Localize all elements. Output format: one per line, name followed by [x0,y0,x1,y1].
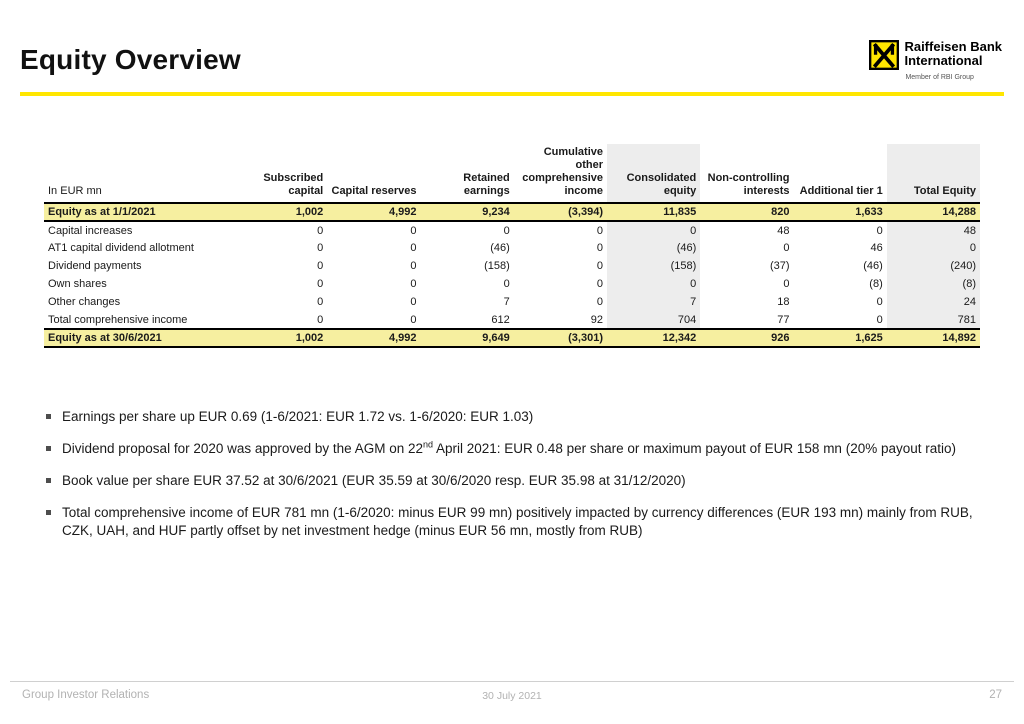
table-cell: 781 [887,311,980,329]
table-cell: 1,633 [794,203,887,221]
table-cell: (46) [607,239,700,257]
company-logo [869,40,1002,85]
footer-date: 30 July 2021 [482,690,542,702]
table-cell: 9,234 [421,203,514,221]
row-label: Total comprehensive income [48,313,188,326]
table-cell: 48 [887,221,980,239]
table-cell: (158) [607,257,700,275]
column-header: Cumulative other comprehensive income [522,146,603,197]
table-cell: 11,835 [607,203,700,221]
table-cell: (3,394) [514,203,607,221]
table-cell: 0 [887,239,980,257]
logo-tagline: Member of RBI Group [905,74,974,81]
column-header: Total Equity [887,144,980,203]
table-cell: (37) [769,260,790,272]
row-label: Equity as at 1/1/2021 [44,203,234,221]
table-cell: (8) [887,275,980,293]
table-cell: 0 [596,296,603,308]
table-cell: 0 [607,275,700,293]
table-row [44,257,980,275]
row-label: Capital increases [48,224,133,237]
table-cell: 0 [596,224,603,237]
table-cell: 48 [777,224,790,237]
table-cell: 0 [596,278,603,290]
table-cell: 0 [410,242,417,254]
table-cell: (8) [869,278,883,290]
bullet-square-icon [46,478,51,483]
bullet-text: Earnings per share up EUR 0.69 (1-6/2021: EUR 1.72 vs. 1-6/2020: EUR 1.03) [62,409,534,424]
row-label: Other changes [48,296,121,308]
bullet-square-icon [46,510,51,515]
column-header: Consolidated equity [607,144,700,203]
table-cell: 24 [887,293,980,311]
row-label: Own shares [48,278,107,290]
table-cell: 0 [317,296,324,308]
table-row [44,329,980,347]
equity-table-section [44,144,980,348]
table-cell: 0 [317,260,324,272]
table-cell: (46) [863,260,883,272]
table-cell: 4,992 [327,203,420,221]
column-header: Subscribed capital [263,172,324,197]
table-cell: 14,288 [887,203,980,221]
table-row [44,203,980,221]
table-cell: (46) [490,242,510,254]
table-cell: 1,002 [234,203,327,221]
bullet-item [44,504,976,540]
table-cell: 77 [777,313,790,326]
table-cell: 0 [317,313,324,326]
table-cell: 7 [607,293,700,311]
table-cell: 0 [410,278,417,290]
table-cell: 704 [607,311,700,329]
column-header: Additional tier 1 [799,185,883,197]
table-cell: 46 [870,242,883,254]
table-cell: (158) [484,260,510,272]
table-cell: (240) [887,257,980,275]
table-cell: 0 [503,224,510,237]
table-row [44,239,980,257]
bullet-item [44,440,976,458]
table-cell: 0 [317,278,324,290]
footer-department: Group Investor Relations [22,689,150,701]
title-accent-rule [20,92,1004,96]
table-cell: 7 [503,296,510,308]
bullet-text: Total comprehensive income of EUR 781 mn (1-6/2020: minus EUR 99 mn) positively impacted by currency differences (EUR 193 mn) mainly from RUB, CZK, UAH, and HUF partly offset by net investment hedge (minus EUR 56 mn, mostly from RUB) [62,505,973,538]
table-cell: 4,992 [327,329,420,347]
table-cell: 0 [317,242,324,254]
table-cell: 9,649 [421,329,514,347]
table-cell: 92 [590,313,603,326]
logo-line-2: International [904,53,983,68]
page-number: 27 [989,689,1002,701]
table-row [44,221,980,239]
row-label: AT1 capital dividend allotment [48,242,194,254]
table-cell: 0 [596,260,603,272]
bullet-list [44,408,976,554]
table-cell: 0 [876,296,883,308]
page-title: Equity Overview [20,44,241,75]
table-cell: 0 [783,278,790,290]
table-cell: 0 [607,221,700,239]
column-header: Capital reserves [331,185,417,197]
table-cell: 0 [410,313,417,326]
table-row [44,311,980,329]
bullet-item [44,472,976,490]
table-cell: 0 [410,260,417,272]
table-row [44,293,980,311]
table-cell: 0 [876,224,883,237]
equity-table [44,144,980,348]
table-cell: 0 [503,278,510,290]
bullet-square-icon [46,446,51,451]
logo-line-1: Raiffeisen Bank [904,39,1002,54]
table-cell: 12,342 [607,329,700,347]
bullet-item [44,408,976,426]
footer-divider [10,681,1014,682]
table-cell: 0 [596,242,603,254]
row-label: Equity as at 30/6/2021 [44,329,234,347]
table-cell: 0 [783,242,790,254]
row-label: Dividend payments [48,260,142,272]
table-cell: 0 [317,224,324,237]
table-row [44,275,980,293]
table-cell: 926 [700,329,793,347]
bullet-text: Book value per share EUR 37.52 at 30/6/2021 (EUR 35.59 at 30/6/2020 resp. EUR 35.98 at 31/12/2020) [62,473,686,488]
table-cell: 820 [700,203,793,221]
bullet-square-icon [46,414,51,419]
column-header: Retained earnings [463,172,510,197]
table-unit-label: In EUR mn [48,185,102,197]
table-cell: 0 [410,296,417,308]
table-cell: 14,892 [887,329,980,347]
table-cell: 612 [491,313,510,326]
raiffeisen-cross-icon [869,40,899,70]
column-header: Non-controlling interests [707,172,790,197]
table-cell: (3,301) [514,329,607,347]
table-header-row [44,144,980,203]
table-body [44,203,980,347]
bullet-text: Dividend proposal for 2020 was approved by the AGM on 22nd April 2021: EUR 0.48 per share or maximum payout of EUR 158 mn (20% payout ratio) [62,439,956,456]
table-cell: 1,625 [794,329,887,347]
table-cell: 1,002 [234,329,327,347]
table-cell: 0 [410,224,417,237]
table-cell: 18 [777,296,790,308]
table-cell: 0 [876,313,883,326]
logo-text [904,40,1002,85]
